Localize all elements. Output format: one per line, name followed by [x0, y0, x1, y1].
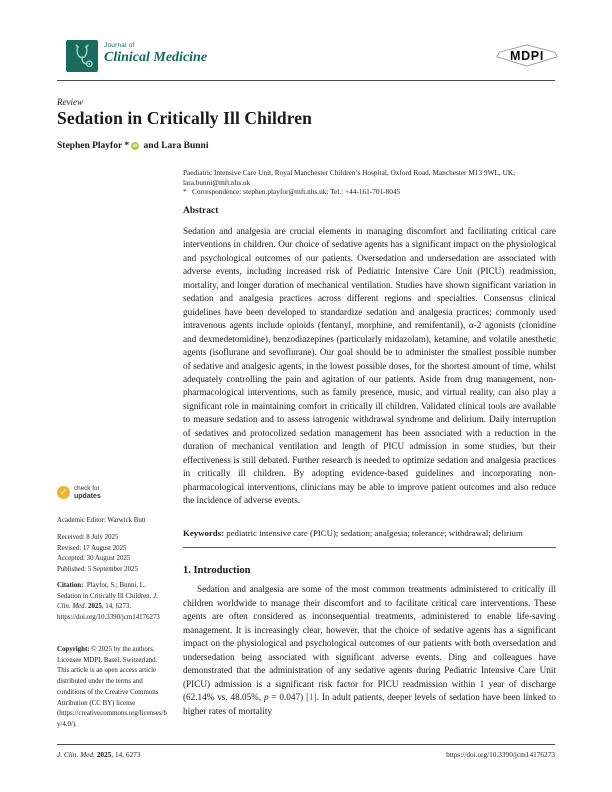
journal-title-block [104, 42, 207, 66]
intro-p-variable: p [263, 692, 269, 702]
check-for-updates-text [74, 485, 101, 500]
revised-date: Revised: 17 August 2025 [57, 544, 127, 552]
reference-link-1[interactable]: [1] [305, 692, 317, 702]
page-title: Sedation in Critically Ill Children [57, 108, 313, 128]
citation-year: 2025 [88, 603, 102, 611]
affiliation-block [183, 168, 556, 197]
section-heading-introduction: 1. Introduction [183, 565, 251, 576]
footer-doi-link[interactable]: https://doi.org/10.3390/jcm14176273 [446, 750, 555, 759]
abstract-heading: Abstract [183, 206, 219, 216]
intro-text-b: = 0.047) [268, 692, 306, 702]
intro-text-a: Sedation and analgesia are some of the most common treatments administered to critically ill children worldwide to manage their discomfort and to facilitate critical care interventions. These agents are often considered as inconsequential treatments, administered to enable life-saving management. It is increasingly clear, however, that the choice of sedative agents has a significant impact on the physiological and psychological outcomes of our patients with both oversedation and undersedation being associated with significant adverse events. Ding and colleagues have demonstrated that the administration of any sedative agents during Pediatric Intensive Care Unit (PICU) admission is a significant risk factor for PICU readmission within 1 year of discharge (62.14% vs. 48.05%, [183, 584, 559, 702]
header-rule [57, 80, 555, 81]
mdpi-logo-text: MDPI [510, 49, 544, 64]
citation-text: Playfor, S.; Bunni, L. Sedation in Critically Ill Children. [57, 582, 154, 600]
citation-block [57, 581, 170, 624]
footer-rule [57, 744, 555, 745]
correspondence-text[interactable]: Correspondence: stephen.playfor@mft.nhs.uk; Tel.: +44-161-701-8045 [192, 187, 401, 197]
orcid-icon[interactable]: iD [132, 143, 138, 148]
received-date: Received: 8 July 2025 [57, 534, 119, 541]
copyright-text: © 2025 by the authors. Licensee MDPI, Basel, Switzerland. This article is an open access article distributed under the terms and conditions of the Creative Commons Attribution (CC BY) license (https://creativecommons.org/licenses/by/4.0/). [57, 646, 167, 728]
check-for-updates-badge[interactable] [57, 485, 101, 500]
article-type-label: Review [57, 97, 83, 107]
journal-name: Clinical Medicine [104, 50, 208, 65]
published-date: Published: 5 September 2025 [57, 566, 138, 574]
author-1: Stephen Playfor [57, 141, 125, 151]
keywords-divider [183, 547, 556, 548]
authors-line [57, 141, 208, 151]
citation-label: Citation: [57, 582, 84, 589]
keywords-label: Keywords: [183, 528, 225, 538]
citation-doi[interactable]: , 14, 6273. https://doi.org/10.3390/jcm14176273 [57, 603, 160, 622]
citation-journal: J. Clin. Med. [57, 592, 160, 611]
footer-journal-abbrev: J. Clin. Med. [57, 750, 97, 759]
intro-text-c: . In adult patients, deeper levels of sedation have been linked to higher rates of mortality [183, 692, 559, 716]
mdpi-logo [494, 41, 560, 70]
copyright-block [57, 645, 170, 731]
corresponding-author-marker: * [124, 141, 130, 151]
affiliation-email[interactable]: lara.bunni@mft.nhs.uk [183, 177, 251, 187]
introduction-paragraph [183, 583, 559, 718]
journal-of-label: Journal of [104, 42, 135, 49]
abstract-text: Sedation and analgesia are crucial elements in managing discomfort and facilitating critical care interventions in children. Our choice of sedative agents has a significant impact on the physiological and psychological outcomes of our patients. Oversedation and undersedation are associated with adverse events, including increased risk of Pediatric Intensive Care Unit (PICU) readmission, mortality, and longer duration of mechanical ventilation. Studies have shown significant variation in sedation and analgesia practices across different regions and specialties. Consensus clinical guidelines have been developed to standardize sedation and analgesia practices; commonly used intravenous agents include opioids (fentanyl, morphine, and remifentanil), α-2 agonists (clonidine and dexmedetomidine), benzodiazepines (particularly midazolam), ketamine, and volatile anesthetic agents (isoflurane and sevoflurane). Our goal should be to administer the smallest possible number of sedative and analgesic agents, in the lowest possible doses, for the shortest amount of time, whilst adequately controlling the pain and agitation of our patients. Aside from drug management, non-pharmacological interventions, such as family presence, music, and virtual reality, can also play a significant role in maintaining comfort in critically ill children. Validated clinical tools are available to measure sedation and to assess iatrogenic withdrawal syndrome and delirium. Daily interruption of sedatives and protocolized sedation management has been associated with a reduction in the duration of mechanical ventilation and length of PICU admission in some studies, but their effectiveness is still debated. Further research is needed to optimize sedation and analgesia practices in critically ill children. By adopting evidence-based guidelines and incorporating non-pharmacological interventions, clinicians may be able to improve patient outcomes and also reduce the incidence of adverse events. [183, 226, 556, 506]
footer-citation [57, 750, 141, 759]
article-history-block [57, 533, 170, 576]
academic-editor-line: Academic Editor: Warwick Butt [57, 517, 146, 524]
correspondence-line [183, 187, 556, 197]
affiliation-line-1: Paediatric Intensive Care Unit, Royal Manchester Children’s Hospital, Oxford Road, Manchester M13 9WL, UK; [183, 168, 516, 177]
footer-year: 2025 [96, 750, 112, 759]
stethoscope-icon [66, 40, 98, 72]
journal-logo [66, 40, 98, 72]
keywords-text: pediatric intensive care (PICU); sedation; analgesia; tolerance; withdrawal; delirium [224, 528, 523, 538]
keywords-line [183, 528, 556, 538]
badge-line-1: check for [74, 485, 100, 492]
author-2: and Lara Bunni [141, 141, 209, 151]
check-icon: ✓ [57, 486, 70, 499]
badge-line-2: updates [74, 492, 101, 500]
correspondence-marker: * [183, 187, 187, 197]
footer-volume-page: , 14, 6273 [111, 750, 141, 759]
copyright-label: Copyright: [57, 646, 90, 653]
accepted-date: Accepted: 30 August 2025 [57, 555, 131, 563]
